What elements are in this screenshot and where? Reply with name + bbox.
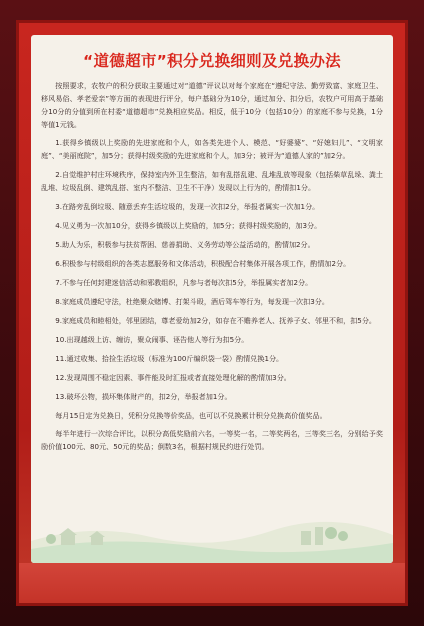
list-item: 3.在路旁乱倒垃圾、随意丢弃生活垃圾的，发现一次扣2分，举报者属实一次加1分。 — [55, 202, 320, 211]
list-item: 2.自觉维护村庄环境秩序，保持室内外卫生整洁，如有乱搭乱建、乱堆乱放等现象（包括柴草乱垛、粪土乱堆、垃圾乱倒、建筑乱搭、室内不整洁、卫生不干净）发现以上行为的，酌情扣1分。 — [41, 170, 383, 192]
list-item: 6.积极参与村级组织的各类志愿服务和文体活动，积极配合村集体开展各项工作，酌情加2分。 — [55, 259, 351, 268]
poster-bottom-band — [19, 563, 405, 603]
exchange-day-paragraph: 每月15日定为兑换日，凭积分兑换等价奖品，也可以不兑换累计积分兑换高价值奖品。 — [55, 411, 327, 420]
list-item: 12.发现周围不稳定因素、事件能及时汇报或者直接处理化解的酌情加3分。 — [55, 373, 291, 382]
poster-board — [16, 20, 408, 606]
list-item: 4.见义勇为一次加10分，获得乡镇级以上奖励的，加5分；获得村级奖励的，加3分。 — [55, 221, 322, 230]
list-item: 7.不参与任何封建迷信活动和邪教组织，凡参与者每次扣5分，举报属实者加2分。 — [55, 278, 313, 287]
list-item: 13.破坏公物，损坏集体财产的，扣2分，举报者加1分。 — [55, 392, 232, 401]
list-item: 9.家庭成员和睦相处，邻里团结，尊老爱幼加2分，如存在不赡养老人、抚养子女、邻里不和，扣5分。 — [55, 316, 377, 325]
list-item: 5.助人为乐，积极参与扶贫帮困、慈善捐助、义务劳动等公益活动的，酌情加2分。 — [55, 240, 315, 249]
list-item: 10.出现越级上访、缠访，聚众闹事、诬告他人等行为扣5分。 — [55, 335, 249, 344]
intro-paragraph: 按照要求，农牧户的积分获取主要通过对“道德”评议以对每个家庭在“遵纪守法、勤劳致富、家庭卫生、移风易俗、孝老爱亲”等方面的表现进行评分，每户基础分为10分，通过加分、扣分后，农牧户可用高于基础分10分的分值到所在村委“道德超市”兑换相应奖品。相反，低于10分（包括10分）的家庭不参与兑换，1分等值1元钱。 — [41, 81, 383, 129]
village-scenery-illustration — [31, 501, 393, 563]
list-item: 11.通过收集、拾捡生活垃圾（标准为100斤编织袋一袋）酌情兑换1分。 — [55, 354, 284, 363]
content-panel — [31, 35, 393, 563]
rules-list — [41, 136, 383, 403]
list-item: 1.获得乡镇级以上奖励的先进家庭和个人，如各类先进个人、模范、“好婆婆”、“好媳妇儿”、“文明家庭”、“美丽庭院”，加5分；获得村级奖励的先进家庭和个人，加3分；被评为“道德人家的”加2分。 — [41, 138, 383, 160]
evaluation-paragraph: 每半年进行一次综合评比，以积分高低奖励前六名，一等奖一名，二等奖两名，三等奖三名，分别给予奖励价值100元、80元、50元的奖品；倒数3名，根据村规民约进行处罚。 — [41, 429, 383, 451]
list-item: 8.家庭成员遵纪守法，杜绝聚众赌博、打架斗殴，酒后驾车等行为，每发现一次扣3分。 — [55, 297, 329, 306]
page-title: “道德超市”积分兑换细则及兑换办法 — [83, 52, 341, 70]
